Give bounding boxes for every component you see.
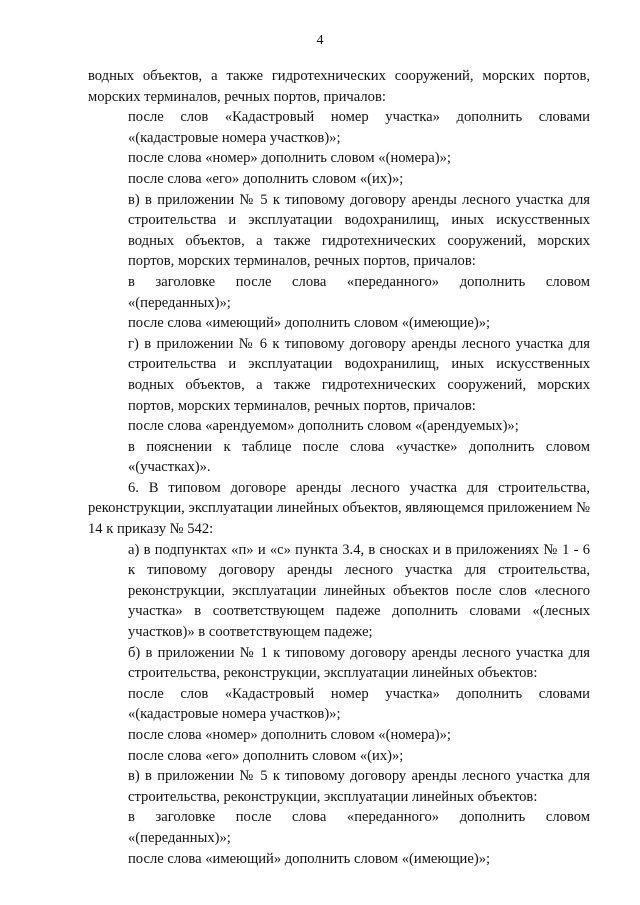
page-number: 4 — [316, 33, 324, 48]
paragraph: а) в подпунктах «п» и «с» пункта 3.4, в сносках и в приложениях № 1 - 6 к типовому договору аренды лесного участка для строительства, реконструкции, эксплуатации линейных объектов после слов «лесного участка» в соответствующем падеже дополнить словами «(лесных участков)» в соответствующем падеже; — [128, 541, 590, 641]
paragraph: б) в приложении № 1 к типовому договору аренды лесного участка для строительства, реконструкции, эксплуатации линейных объектов: — [128, 644, 590, 682]
paragraph: после слова «арендуемом» дополнить словом «(арендуемых)»; — [128, 418, 519, 435]
paragraph: в заголовке после слова «переданного» дополнить словом «(переданных)»; — [128, 273, 590, 311]
paragraph: после слов «Кадастровый номер участка» дополнить словами «(кадастровые номера участков)»; — [128, 685, 590, 723]
paragraph: после слова «имеющий» дополнить словом «(имеющие)»; — [128, 850, 491, 867]
paragraph: после слов «Кадастровый номер участка» дополнить словами «(кадастровые номера участков)»; — [128, 109, 590, 146]
paragraph: после слова «номер» дополнить словом «(номера)»; — [128, 150, 451, 167]
paragraph: в пояснении к таблице после слова «участке» дополнить словом «(участках)». — [128, 438, 590, 476]
numbered-paragraph: 6. В типовом договоре аренды лесного участка для строительства, реконструкции, эксплуатации линейных объектов, являющемся приложением № 14 к приказу № 542: — [88, 479, 590, 538]
paragraph: г) в приложении № 6 к типовому договору аренды лесного участка для строительства и эксплуатации водохранилищ, иных искусственных водных объектов, а также гидротехнических сооружений, морских портов, морских терминалов, речных портов, причалов: — [128, 335, 590, 414]
paragraph: в) в приложении № 5 к типовому договору аренды лесного участка для строительства и эксплуатации водохранилищ, иных искусственных водных объектов, а также гидротехнических сооружений, морских портов, морских терминалов, речных портов, причалов: — [128, 191, 590, 270]
paragraph: после слова «номер» дополнить словом «(номера)»; — [128, 727, 451, 743]
paragraph: после слова «его» дополнить словом «(их)»; — [128, 747, 404, 764]
paragraph: в заголовке после слова «переданного» дополнить словом «(переданных)»; — [128, 809, 590, 846]
document-body — [88, 66, 590, 869]
paragraph: водных объектов, а также гидротехнических сооружений, морских портов, морских терминалов, речных портов, причалов: — [88, 68, 590, 105]
paragraph: после слова «имеющий» дополнить словом «(имеющие)»; — [128, 315, 491, 332]
paragraph: после слова «его» дополнить словом «(их)»; — [128, 170, 404, 187]
paragraph: в) в приложении № 5 к типовому договору аренды лесного участка для строительства, реконструкции, эксплуатации линейных объектов: — [128, 768, 590, 805]
